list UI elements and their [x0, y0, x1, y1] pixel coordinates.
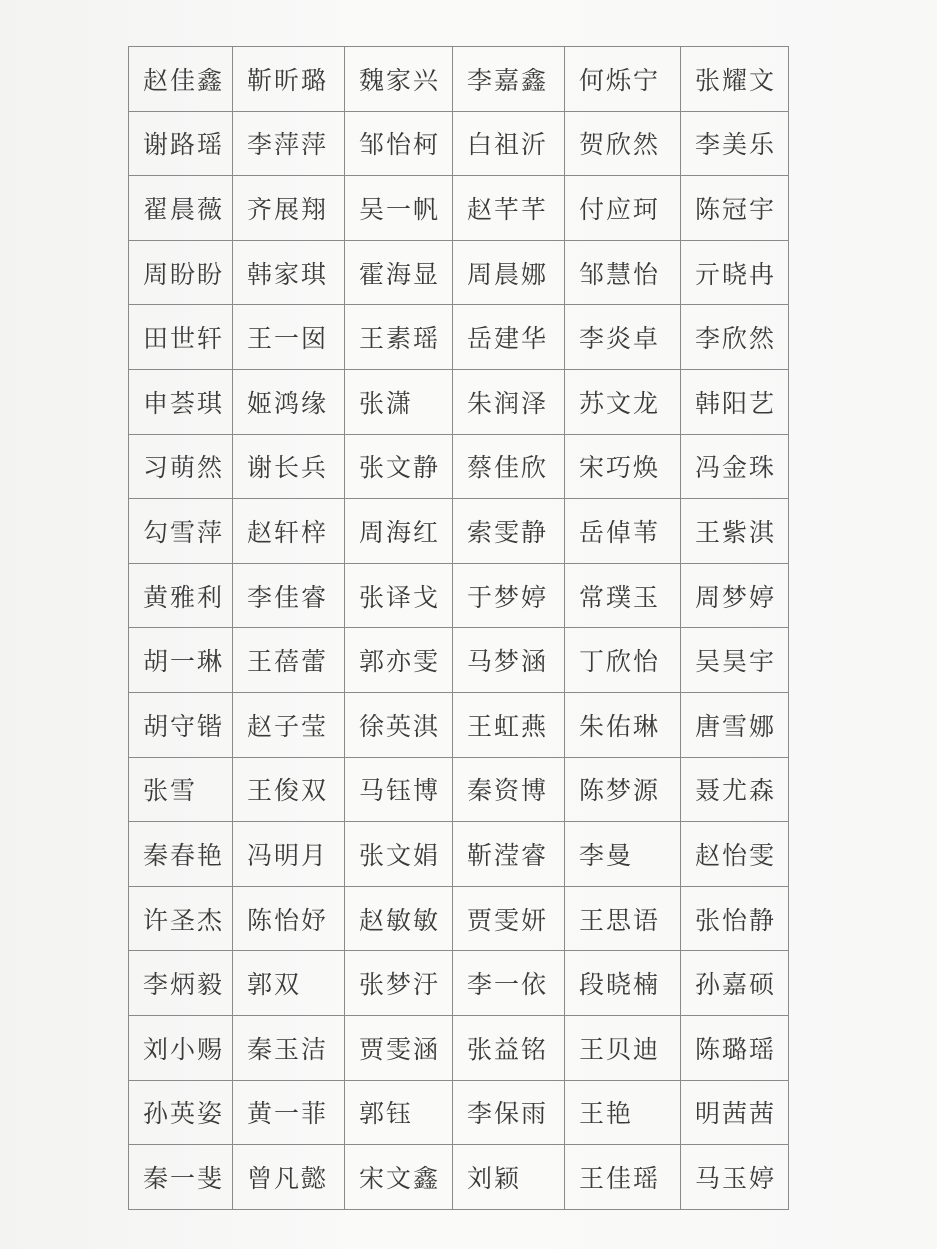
name-cell: 霍海显	[345, 240, 453, 305]
name-cell: 付应珂	[565, 176, 681, 241]
name-cell: 李美乐	[681, 111, 789, 176]
name-cell: 朱佑琳	[565, 692, 681, 757]
name-cell: 齐展翔	[233, 176, 345, 241]
name-cell: 靳昕璐	[233, 47, 345, 112]
table-row	[129, 47, 789, 112]
name-cell: 蔡佳欣	[453, 434, 565, 499]
name-cell: 苏文龙	[565, 369, 681, 434]
name-cell: 李一依	[453, 951, 565, 1016]
name-cell: 张雪	[129, 757, 233, 822]
name-cell: 孙英姿	[129, 1080, 233, 1145]
name-cell: 魏家兴	[345, 47, 453, 112]
name-cell: 赵怡雯	[681, 822, 789, 887]
name-cell: 刘小赐	[129, 1015, 233, 1080]
name-cell: 秦玉洁	[233, 1015, 345, 1080]
table-row	[129, 1080, 789, 1145]
name-cell: 段晓楠	[565, 951, 681, 1016]
name-cell: 王素瑶	[345, 305, 453, 370]
name-cell: 王俊双	[233, 757, 345, 822]
table-row	[129, 434, 789, 499]
name-cell: 赵子莹	[233, 692, 345, 757]
table-row	[129, 499, 789, 564]
name-cell: 马梦涵	[453, 628, 565, 693]
name-cell: 白祖沂	[453, 111, 565, 176]
name-cell: 吴一帆	[345, 176, 453, 241]
name-cell: 于梦婷	[453, 563, 565, 628]
name-cell: 徐英淇	[345, 692, 453, 757]
name-cell: 贺欣然	[565, 111, 681, 176]
name-cell: 胡一琳	[129, 628, 233, 693]
name-cell: 张译戈	[345, 563, 453, 628]
name-cell: 郭钰	[345, 1080, 453, 1145]
name-cell: 宋巧焕	[565, 434, 681, 499]
table-row	[129, 305, 789, 370]
name-cell: 陈冠宇	[681, 176, 789, 241]
name-cell: 刘颖	[453, 1145, 565, 1210]
name-cell: 谢长兵	[233, 434, 345, 499]
table-row	[129, 176, 789, 241]
name-cell: 王贝迪	[565, 1015, 681, 1080]
name-cell: 王思语	[565, 886, 681, 951]
table-row	[129, 951, 789, 1016]
name-cell: 邹怡柯	[345, 111, 453, 176]
name-cell: 李萍萍	[233, 111, 345, 176]
name-cell: 聂尤森	[681, 757, 789, 822]
table-row	[129, 628, 789, 693]
name-cell: 常璞玉	[565, 563, 681, 628]
name-cell: 谢路瑶	[129, 111, 233, 176]
name-cell: 张文静	[345, 434, 453, 499]
name-cell: 贾雯妍	[453, 886, 565, 951]
name-cell: 赵芊芊	[453, 176, 565, 241]
name-cell: 索雯静	[453, 499, 565, 564]
name-cell: 马玉婷	[681, 1145, 789, 1210]
name-cell: 韩阳艺	[681, 369, 789, 434]
table-row	[129, 692, 789, 757]
name-cell: 许圣杰	[129, 886, 233, 951]
name-cell: 赵佳鑫	[129, 47, 233, 112]
name-cell: 岳倬苇	[565, 499, 681, 564]
name-cell: 王佳瑶	[565, 1145, 681, 1210]
name-cell: 李保雨	[453, 1080, 565, 1145]
name-table-body	[129, 47, 789, 1210]
name-cell: 田世轩	[129, 305, 233, 370]
table-row	[129, 886, 789, 951]
name-cell: 李曼	[565, 822, 681, 887]
name-cell: 岳建华	[453, 305, 565, 370]
name-cell: 申荟琪	[129, 369, 233, 434]
name-cell: 胡守锴	[129, 692, 233, 757]
name-cell: 张梦汙	[345, 951, 453, 1016]
name-cell: 吴昊宇	[681, 628, 789, 693]
name-cell: 郭双	[233, 951, 345, 1016]
name-cell: 朱润泽	[453, 369, 565, 434]
table-row	[129, 563, 789, 628]
name-cell: 张潇	[345, 369, 453, 434]
name-cell: 韩家琪	[233, 240, 345, 305]
name-cell: 贾雯涵	[345, 1015, 453, 1080]
name-cell: 李嘉鑫	[453, 47, 565, 112]
name-cell: 黄一菲	[233, 1080, 345, 1145]
name-cell: 王一囡	[233, 305, 345, 370]
name-cell: 何烁宁	[565, 47, 681, 112]
name-cell: 李炎卓	[565, 305, 681, 370]
name-cell: 张益铭	[453, 1015, 565, 1080]
name-cell: 周盼盼	[129, 240, 233, 305]
name-cell: 张怡静	[681, 886, 789, 951]
name-cell: 李炳毅	[129, 951, 233, 1016]
table-row	[129, 1015, 789, 1080]
name-cell: 秦春艳	[129, 822, 233, 887]
name-cell: 秦资博	[453, 757, 565, 822]
name-cell: 冯明月	[233, 822, 345, 887]
name-cell: 周梦婷	[681, 563, 789, 628]
name-cell: 秦一斐	[129, 1145, 233, 1210]
name-cell: 陈璐瑶	[681, 1015, 789, 1080]
name-cell: 习萌然	[129, 434, 233, 499]
name-cell: 孙嘉硕	[681, 951, 789, 1016]
name-cell: 赵敏敏	[345, 886, 453, 951]
name-cell: 周海红	[345, 499, 453, 564]
name-cell: 赵轩梓	[233, 499, 345, 564]
name-cell: 曾凡懿	[233, 1145, 345, 1210]
name-cell: 周晨娜	[453, 240, 565, 305]
name-cell: 王艳	[565, 1080, 681, 1145]
name-cell: 明茜茜	[681, 1080, 789, 1145]
name-cell: 王蓓蕾	[233, 628, 345, 693]
table-row	[129, 1145, 789, 1210]
name-cell: 王紫淇	[681, 499, 789, 564]
table-row	[129, 369, 789, 434]
name-cell: 勾雪萍	[129, 499, 233, 564]
name-cell: 邹慧怡	[565, 240, 681, 305]
name-cell: 黄雅利	[129, 563, 233, 628]
table-row	[129, 822, 789, 887]
name-cell: 唐雪娜	[681, 692, 789, 757]
name-cell: 李佳睿	[233, 563, 345, 628]
name-cell: 丁欣怡	[565, 628, 681, 693]
name-cell: 翟晨薇	[129, 176, 233, 241]
name-cell: 张文娟	[345, 822, 453, 887]
name-cell: 马钰博	[345, 757, 453, 822]
name-table	[128, 46, 789, 1210]
name-cell: 陈怡妤	[233, 886, 345, 951]
name-cell: 张耀文	[681, 47, 789, 112]
name-cell: 亓晓冉	[681, 240, 789, 305]
name-cell: 陈梦源	[565, 757, 681, 822]
name-cell: 王虹燕	[453, 692, 565, 757]
table-row	[129, 240, 789, 305]
name-cell: 宋文鑫	[345, 1145, 453, 1210]
name-cell: 冯金珠	[681, 434, 789, 499]
table-row	[129, 111, 789, 176]
name-cell: 靳滢睿	[453, 822, 565, 887]
name-cell: 李欣然	[681, 305, 789, 370]
table-row	[129, 757, 789, 822]
name-cell: 郭亦雯	[345, 628, 453, 693]
name-cell: 姬鸿缘	[233, 369, 345, 434]
